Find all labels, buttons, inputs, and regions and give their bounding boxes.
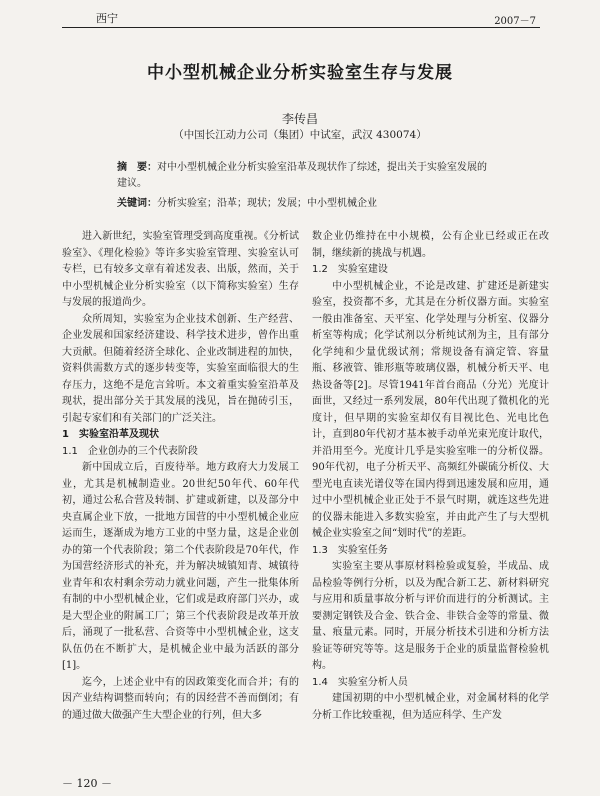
- page-header-right: 2007－7: [494, 16, 536, 27]
- paragraph: 数企业仍维持在中小规模，公有企业已经或正在改制，继续新的挑战与机遇。: [312, 231, 549, 259]
- paragraph: 众所周知，实验室为企业技术创新、生产经营、企业发展和国家经济建设、科学技术进步，曾作出重大贡献。但随着经济全球化、企业改制进程的加快，资料供需数方式的逐步转变等，实验室面临很大的生存压力，这绝不是危言耸听。本文着重实验室沿革及现状，提出部分关于其发展的浅见，旨在抛砖引玉，引起专家们和有关部门的广泛关注。: [62, 313, 299, 424]
- abstract-text: 对中小型机械企业分析实验室沿革及现状作了综述，提出关于实验室发展的建议。: [117, 162, 487, 189]
- affiliation: （中国长江动力公司（集团）中试室，武汉 430074）: [173, 129, 427, 141]
- subsection-heading: 1.1 企业创办的三个代表阶段: [62, 445, 198, 457]
- subsection-heading: 1.3 实验室任务: [312, 544, 388, 556]
- keywords-label: 关键词：: [117, 198, 157, 209]
- header-rule: [62, 27, 540, 28]
- author: 李传昌: [281, 112, 318, 126]
- paragraph: 迄今，上述企业中有的因政策变化而合并；有的因产业结构调整而转向；有的因经营不善而倒闭；有的通过做大做强产生大型企业的行列，但大多: [62, 676, 299, 721]
- keywords-text: 分析实验室；沿革；现状；发展；中小型机械企业: [157, 198, 377, 209]
- left-column: [62, 229, 299, 724]
- keywords: [117, 196, 517, 212]
- article-title: 中小型机械企业分析实验室生存与发展: [147, 63, 453, 83]
- abstract: [117, 160, 495, 192]
- page-number: － 120 －: [62, 777, 112, 790]
- abstract-label: 摘 要：: [117, 162, 157, 173]
- right-column: [312, 229, 549, 724]
- paragraph: 中小型机械企业，不论是改建、扩建还是新建实验室，投资都不多，尤其是在分析仪器方面。实验室一般由准备室、天平室、化学处理与分析室、仪器分析室等构成；化学试剂以分析纯试剂为主，且有部分化学纯和少量优级试剂；常规设备有滴定管、容量瓶、移液管、锥形瓶等玻璃仪器，机械分析天平、电热设备等[2]。尽管1941年首台商品（分光）光度计面世，又经过一系列发展，80年代出现了微机化的光度计，但早期的实验室却仅有目视比色、光电比色计，直到80年代初才基本被手动单光束光度计取代，并沿用至今。光度计几乎是实验室唯一的分析仪器。90年代初，电子分析天平、高频红外碳硫分析仪、大型光电直读光谱仪等在国内得到迅速发展和应用，通过中小型机械企业正处于不景气时期，就连这些先进的仪器未能进入多数实验室，并由此产生了与大型机械企业实验室之间“划时代”的差距。: [312, 280, 549, 539]
- paragraph: 实验室主要从事原材料检验或复验，半成品、成品检验等例行分析，以及为配合新工艺、新材料研究与应用和质量事故分析与评价而进行的分析测试。主要测定钢铁及合金、铁合金、非铁合金等的常量、微量、痕量元素。同时，开展分析技术引进和分析方法验证等研究等等。这是服务于企业的质量监督检验机构。: [312, 561, 549, 671]
- subsection-heading: 1.4 实验室分析人员: [312, 676, 408, 688]
- page-header-left: 西宁: [96, 12, 118, 25]
- paragraph: 新中国成立后，百废待举。地方政府大力发展工业，尤其是机械制造业。20世纪50年代、60年代初，通过公私合营及转制、扩建或新建，以及部分中央直属企业下放，一批地方国营的中小型机械企业应运而生，逐渐成为地方工业的中坚力量，这是企业创办的第一个代表阶段；第二个代表阶段是70年代，作为国营经济形式的补充，并为解决城镇知青、城镇待业青年和农村剩余劳动力就业问题，产生一批集体所有制的中小型机械企业，它们或是政府部门兴办，或是大型企业的附属工厂；第三个代表阶段是改革开放后，涌现了一批私营、合资等中小型机械企业，这支队伍仍在不断扩大，是机械企业中最为活跃的部分[1]。: [62, 462, 299, 671]
- section-heading: 1 实验室沿革及现状: [62, 429, 159, 440]
- paragraph: 进入新世纪，实验室管理受到高度重视。《分析试验室》、《理化检验》等许多实验室管理、实验室认可专栏，已有较多文章有着述发表、出版，然而，关于中小型机械企业分析实验室（以下简称实验室）生存与发展的报道尚少。: [62, 231, 299, 308]
- subsection-heading: 1.2 实验室建设: [312, 264, 388, 275]
- paragraph: 建国初期的中小型机械企业，对金属材料的化学分析工作比较重视，但为适应科学、生产发: [312, 693, 549, 721]
